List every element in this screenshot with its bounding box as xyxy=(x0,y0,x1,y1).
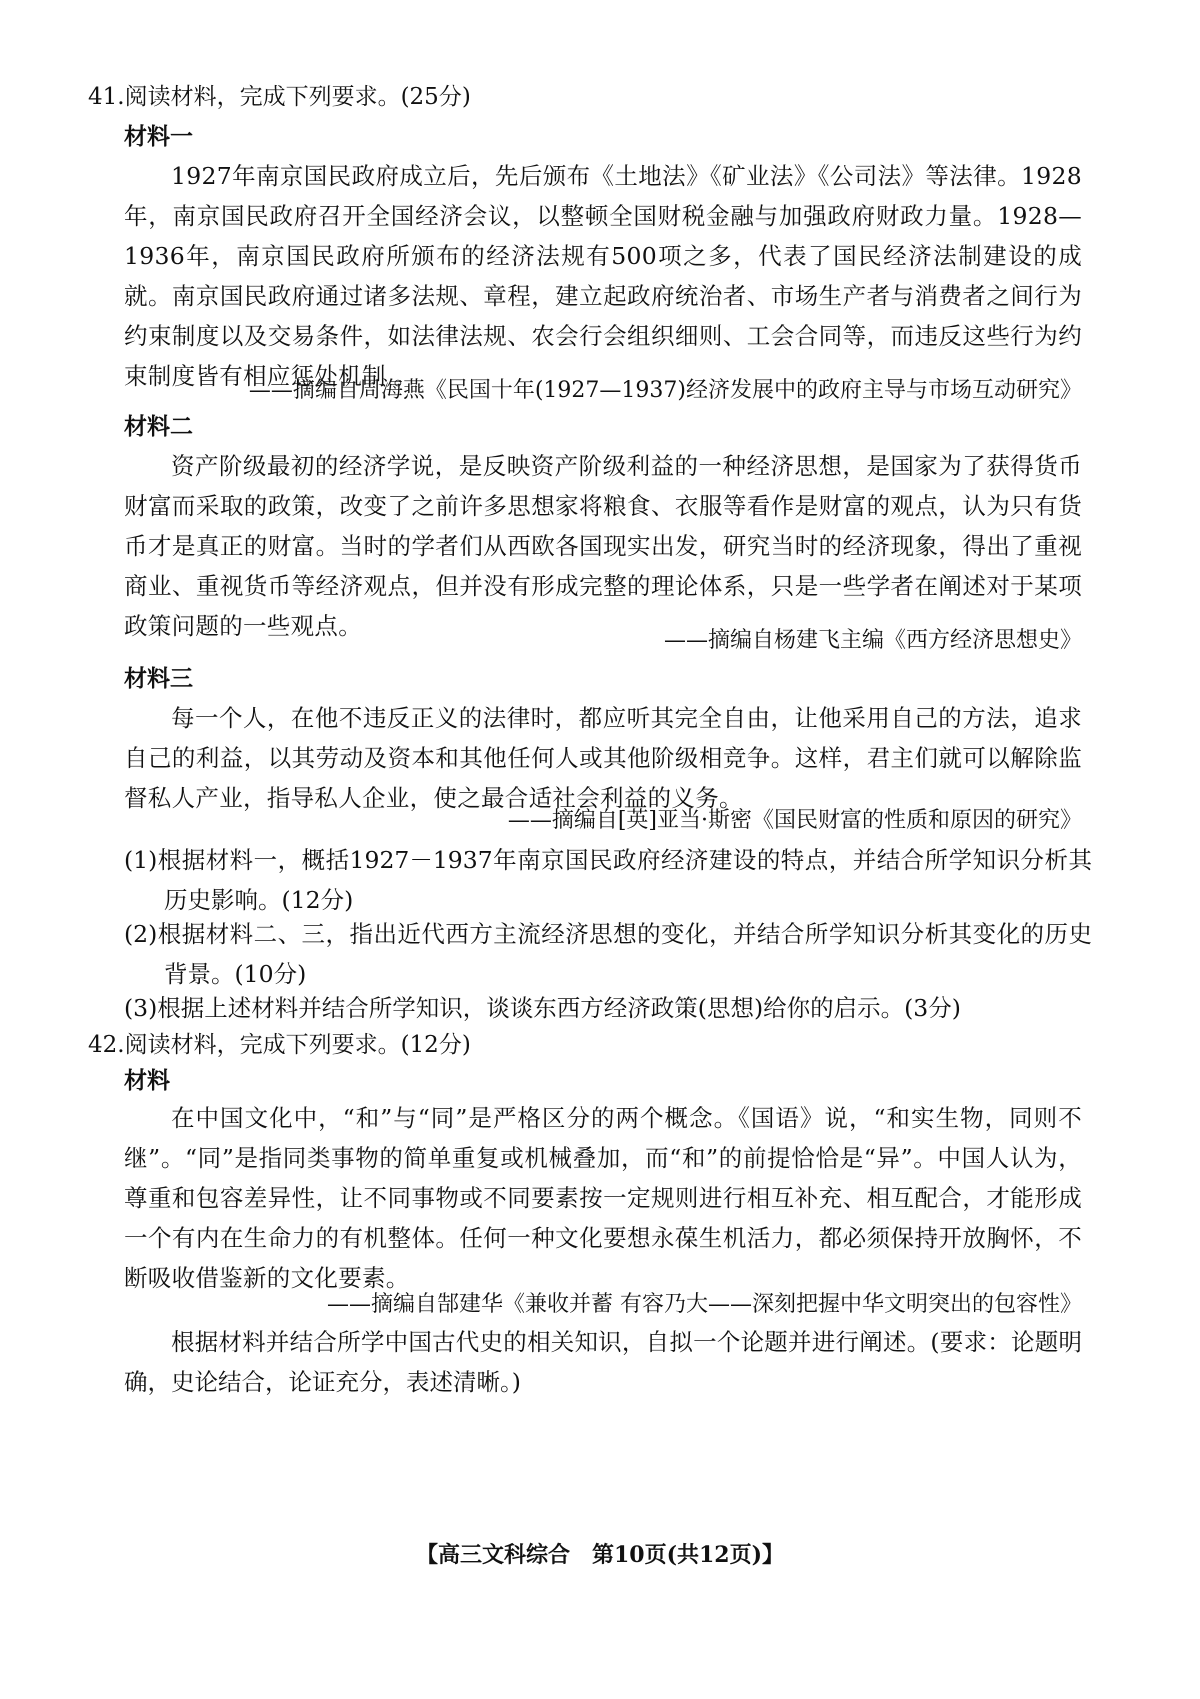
page-footer: 【高三文科综合 第10页(共12页)】 xyxy=(415,1542,785,1568)
material-2-source: ——摘编自杨建飞主编《西方经济思想史》 xyxy=(663,628,1082,653)
subquestion-3: (3)根据上述材料并结合所学知识，谈谈东西方经济政策(思想)给你的启示。(3分) xyxy=(124,994,961,1022)
material-1-text: 1927年南京国民政府成立后，先后颁布《土地法》《矿业法》《公司法》等法律。1928年，南京国民政府召开全国经济会议，以整顿全国财税金融与加强政府财政力量。1928—1936年，南京国民政府所颁布的经济法规有500项之多，代表了国民经济法制建设的成就。南京国民政府通过诸多法规、章程，建立起政府统治者、市场生产者与消费者之间行为约束制度以及交易条件，如法律法规、农会行会组织细则、工会合同等，而违反这些行为约束制度皆有相应惩处机制 。 xyxy=(124,162,1082,390)
material-42-label: 材料 xyxy=(124,1067,170,1094)
material-1-source: ——摘编自周海燕《民国十年(1927—1937)经济发展中的政府主导与市场互动研究》 xyxy=(248,378,1082,403)
material-2-text: 资产阶级最初的经济学说，是反映资产阶级利益的一种经济思想，是国家为了获得货币财富而采取的政策，改变了之前许多思想家将粮食、衣服等看作是财富的观点，认为只有货币才是真正的财富。当时的学者们从西欧各国现实出发，研究当时的经济现象，得出了重视商业、重视货币等经济观点，但并没有形成完整的理论体系，只是一些学者在阐述对于某项政策问题的一些观点。 xyxy=(124,452,1082,640)
subquestion-2: (2)根据材料二、三，指出近代西方主流经济思想的变化，并结合所学知识分析其变化的历史背景。(10分) xyxy=(124,920,1092,988)
question-41-title: 41.阅读材料，完成下列要求。(25分) xyxy=(88,84,471,110)
material-3-source: ——摘编自[英]亚当·斯密《国民财富的性质和原因的研究》 xyxy=(507,808,1082,833)
material-3-text: 每一个人，在他不违反正义的法律时，都应听其完全自由，让他采用自己的方法，追求自己的利益，以其劳动及资本和其他任何人或其他阶级相竞争。这样，君主们就可以解除监督私人产业，指导私人企业，使之最合适社会利益的义务。 xyxy=(124,704,1082,812)
material-2-label: 材料二 xyxy=(124,413,193,440)
question-42-task: 根据材料并结合所学中国古代史的相关知识，自拟一个论题并进行阐述。(要求：论题明确，史论结合，论证充分，表述清晰。) xyxy=(124,1328,1082,1396)
material-3-label: 材料三 xyxy=(124,665,193,692)
material-42-text: 在中国文化中，“和”与“同”是严格区分的两个概念。《国语》说，“和实生物，同则不继”。“同”是指同类事物的简单重复或机械叠加，而“和”的前提恰恰是“异”。中国人认为，尊重和包容差异性，让不同事物或不同要素按一定规则进行相互补充、相互配合，才能形成一个有内在生命力的有机整体。任何一种文化要想永葆生机活力，都必须保持开放胸怀，不断吸收借鉴新的文化要素。 xyxy=(124,1104,1082,1292)
subquestion-1: (1)根据材料一，概括1927－1937年南京国民政府经济建设的特点，并结合所学知识分析其历史影响。(12分) xyxy=(124,846,1092,914)
material-42-source: ——摘编自郜建华《兼收并蓄 有容乃大——深刻把握中华文明突出的包容性》 xyxy=(327,1292,1082,1317)
material-1-label: 材料一 xyxy=(124,123,193,150)
question-42-title: 42.阅读材料，完成下列要求。(12分) xyxy=(88,1032,471,1058)
